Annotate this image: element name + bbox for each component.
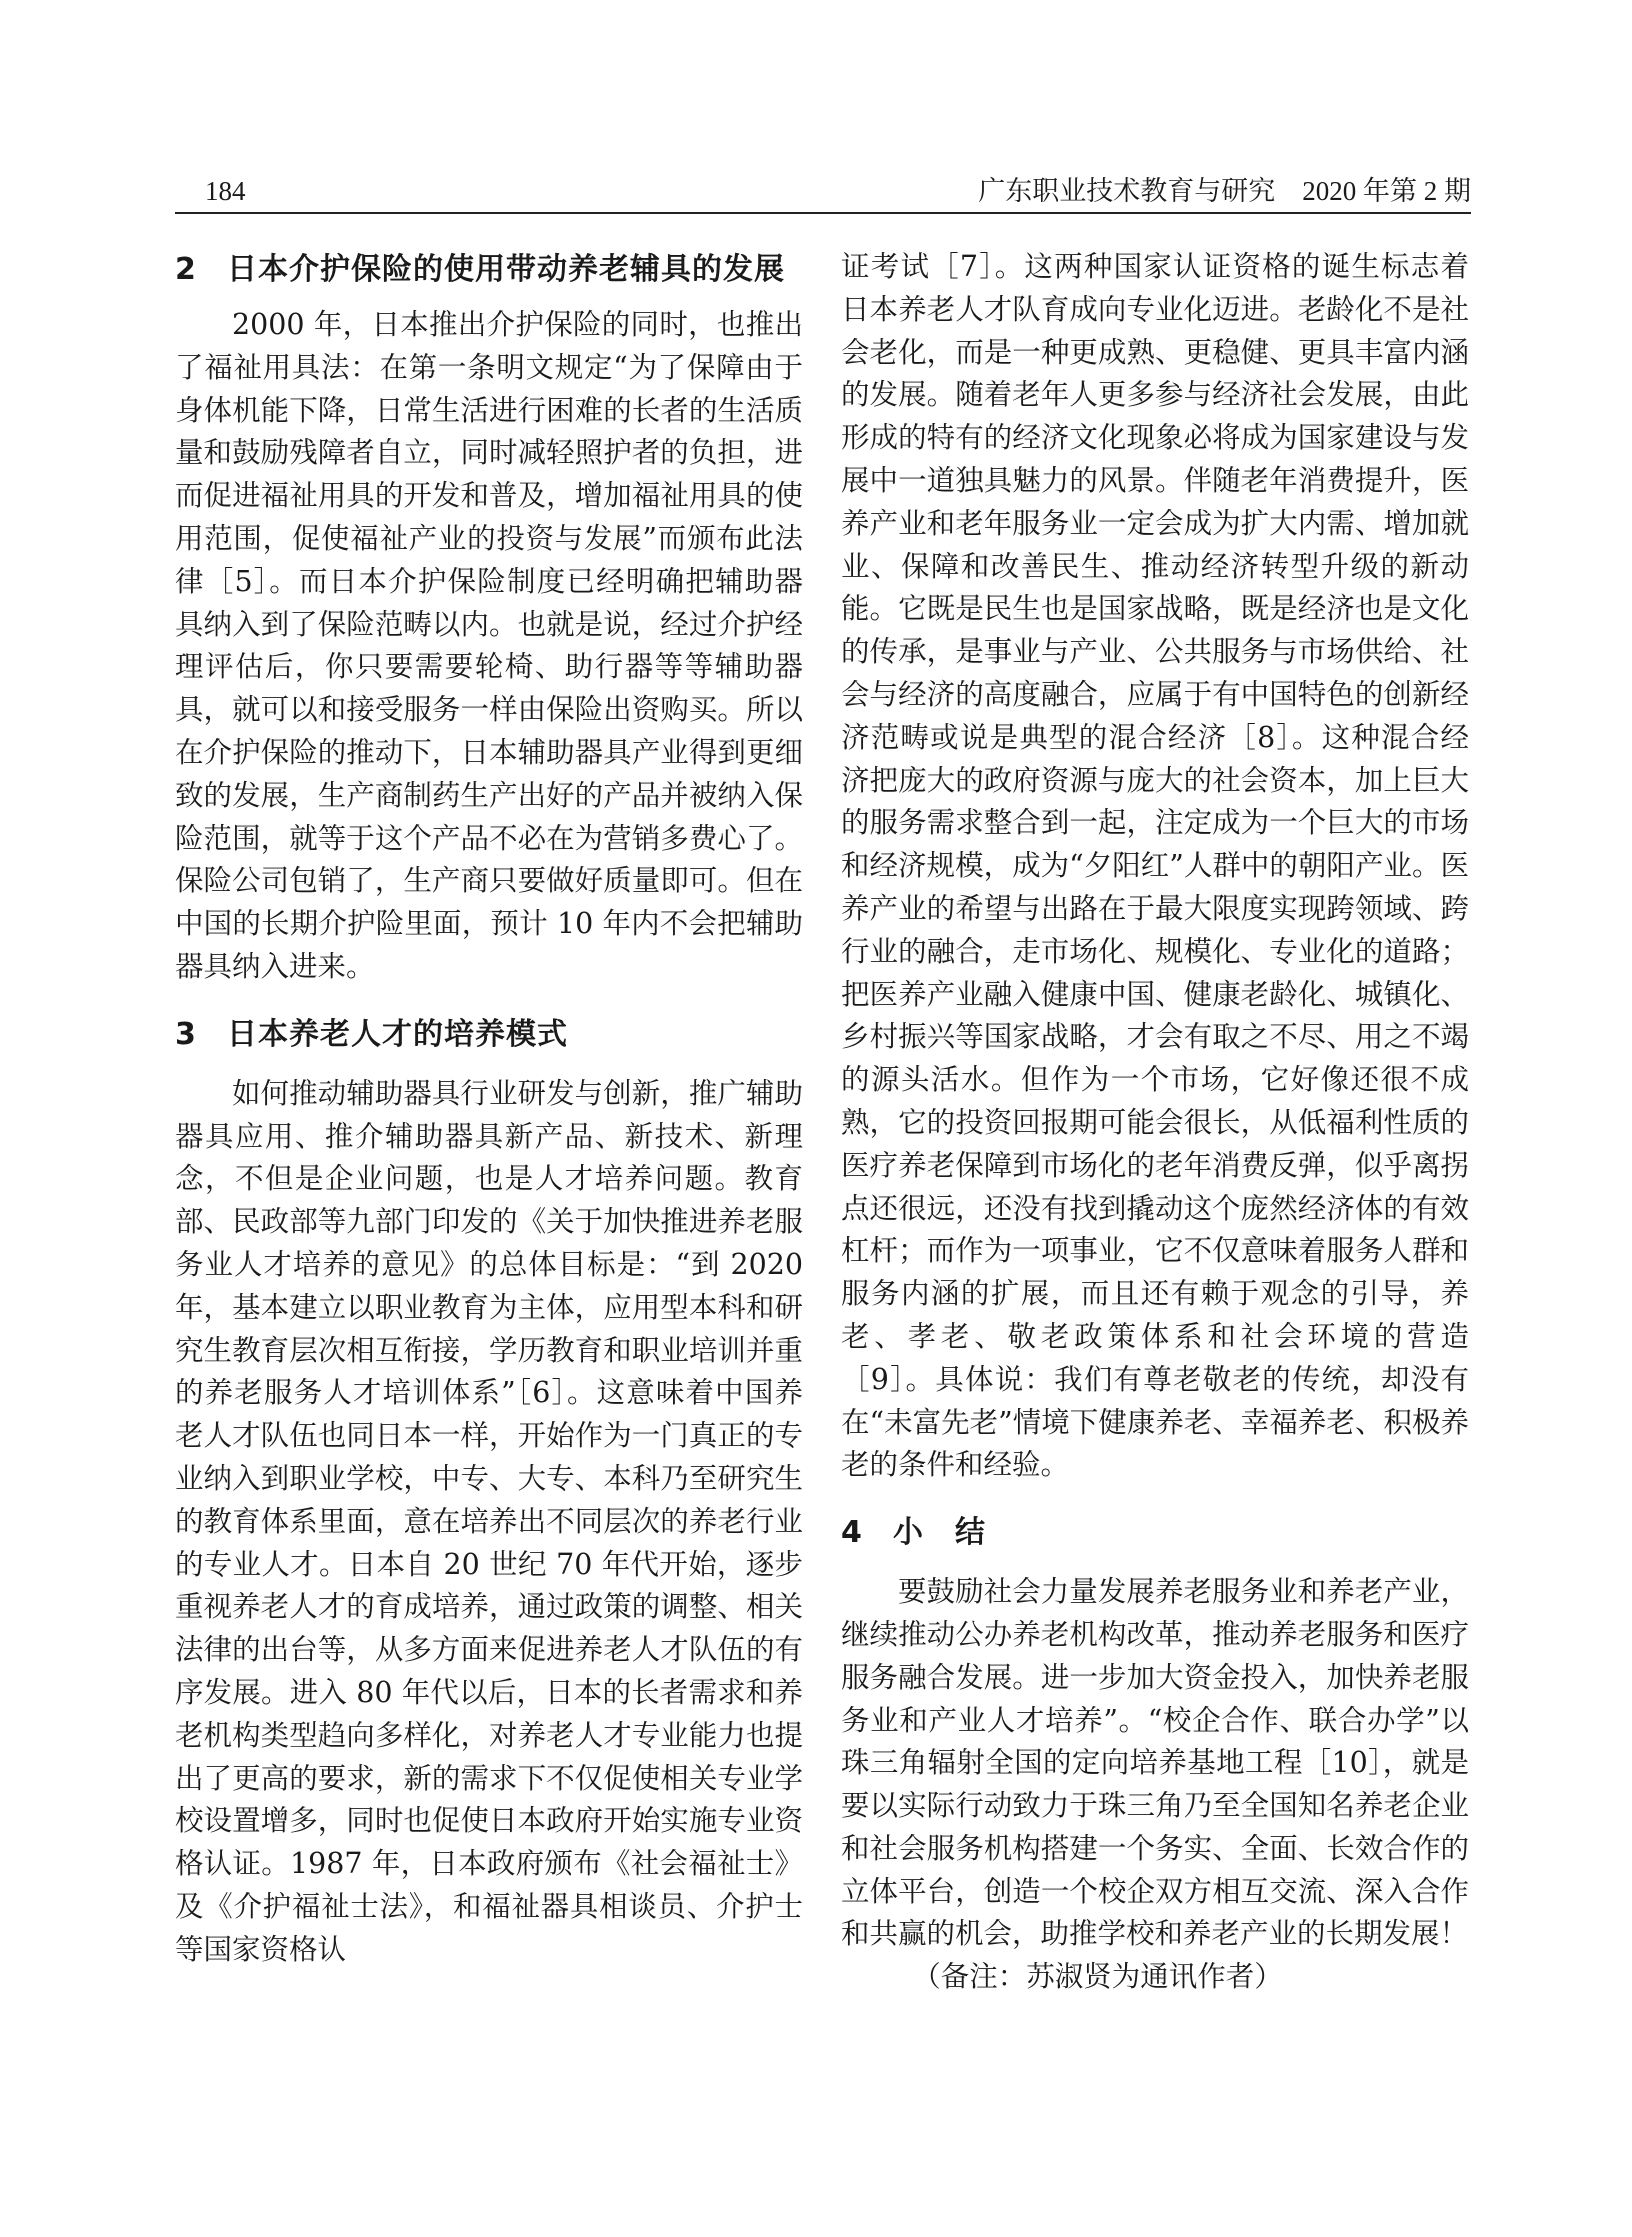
section-number: 3	[175, 1016, 197, 1052]
right-column	[841, 246, 1469, 1999]
section-heading-3	[175, 1011, 803, 1059]
section-title: 小 结	[893, 1515, 986, 1551]
section-title: 日本介护保险的使用带动养老辅具的发展	[227, 252, 785, 287]
left-column	[175, 246, 803, 1971]
section-number: 4	[841, 1515, 863, 1551]
body-paragraph-continued: 证考试［7］。这两种国家认证资格的诞生标志着日本养老人才队育成向专业化迈进。老龄化不是社会老化，而是一种更成熟、更稳健、更具丰富内涵的发展。随着老年人更多参与经济社会发展，由此形成的特有的经济文化现象必将成为国家建设与发展中一道独具魅力的风景。伴随老年消费提升，医养产业和老年服务业一定会成为扩大内需、增加就业、保障和改善民生、推动经济转型升级的新动能。它既是民生也是国家战略，既是经济也是文化的传承，是事业与产业、公共服务与市场供给、社会与经济的高度融合，应属于有中国特色的创新经济范畴或说是典型的混合经济［8］。这种混合经济把庞大的政府资源与庞大的社会资本，加上巨大的服务需求整合到一起，注定成为一个巨大的市场和经济规模，成为“夕阳红”人群中的朝阳产业。医养产业的希望与出路在于最大限度实现跨领域、跨行业的融合，走市场化、规模化、专业化的道路；把医养产业融入健康中国、健康老龄化、城镇化、乡村振兴等国家战略，才会有取之不尽、用之不竭的源头活水。但作为一个市场，它好像还很不成熟，它的投资回报期可能会很长，从低福利性质的医疗养老保障到市场化的老年消费反弹，似乎离拐点还很远，还没有找到撬动这个庞然经济体的有效杠杆；而作为一项事业，它不仅意味着服务人群和服务内涵的扩展，而且还有赖于观念的引导，养老、孝老、敬老政策体系和社会环境的营造［9］。具体说：我们有尊老敬老的传统，却没有在“未富先老”情境下健康养老、幸福养老、积极养老的条件和经验。	[841, 250, 1469, 1482]
section-heading-2	[175, 246, 803, 294]
section-heading-4	[841, 1509, 1469, 1557]
body-paragraph: 2000 年，日本推出介护保险的同时，也推出了福祉用具法：在第一条明文规定“为了保障由于身体机能下降，日常生活进行困难的长者的生活质量和鼓励残障者自立，同时减轻照护者的负担，进而促进福祉用具的开发和普及，增加福祉用具的使用范围，促使福祉产业的投资与发展”而颁布此法律［5］。而日本介护保险制度已经明确把辅助器具纳入到了保险范畴以内。也就是说，经过介护经理评估后，你只要需要轮椅、助行器等等辅助器具，就可以和接受服务一样由保险出资购买。所以在介护保险的推动下，日本辅助器具产业得到更细致的发展，生产商制药生产出好的产品并被纳入保险范围，就等于这个产品不必在为营销多费心了。保险公司包销了，生产商只要做好质量即可。但在中国的长期介护险里面，预计 10 年内不会把辅助器具纳入进来。	[175, 308, 803, 983]
page-number: 184	[205, 176, 246, 206]
author-note: （备注：苏淑贤为通讯作者）	[912, 1960, 1283, 1994]
running-header	[175, 168, 1471, 214]
journal-title: 广东职业技术教育与研究 2020 年第 2 期	[978, 176, 1471, 206]
body-paragraph: 要鼓励社会力量发展养老服务业和养老产业，继续推动公办养老机构改革，推动养老服务和医疗服务融合发展。进一步加大资金投入，加快养老服务业和产业人才培养”。“校企合作、联合办学”以珠三角辐射全国的定向培养基地工程［10］，就是要以实际行动致力于珠三角乃至全国知名养老企业和社会服务机构搭建一个务实、全面、长效合作的立体平台，创造一个校企双方相互交流、深入合作和共赢的机会，助推学校和养老产业的长期发展！	[841, 1575, 1469, 1951]
body-paragraph: 如何推动辅助器具行业研发与创新，推广辅助器具应用、推介辅助器具新产品、新技术、新理念，不但是企业问题，也是人才培养问题。教育部、民政部等九部门印发的《关于加快推进养老服务业人才培养的意见》的总体目标是：“到 2020 年，基本建立以职业教育为主体，应用型本科和研究生教育层次相互衔接，学历教育和职业培训并重的养老服务人才培训体系”［6］。这意味着中国养老人才队伍也同日本一样，开始作为一门真正的专业纳入到职业学校，中专、大专、本科乃至研究生的教育体系里面，意在培养出不同层次的养老行业的专业人才。日本自 20 世纪 70 年代开始，逐步重视养老人才的育成培养，通过政策的调整、相关法律的出台等，从多方面来促进养老人才队伍的有序发展。进入 80 年代以后，日本的长者需求和养老机构类型趋向多样化，对养老人才专业能力也提出了更高的要求，新的需求下不仅促使相关专业学校设置增多，同时也促使日本政府开始实施专业资格认证。1987 年，日本政府颁布《社会福祉士》及《介护福祉士法》，和福祉器具相谈员、介护士等国家资格认	[175, 1076, 803, 1966]
header-rule	[175, 212, 1471, 214]
section-number: 2	[175, 252, 197, 287]
section-title: 日本养老人才的培养模式	[227, 1016, 568, 1052]
